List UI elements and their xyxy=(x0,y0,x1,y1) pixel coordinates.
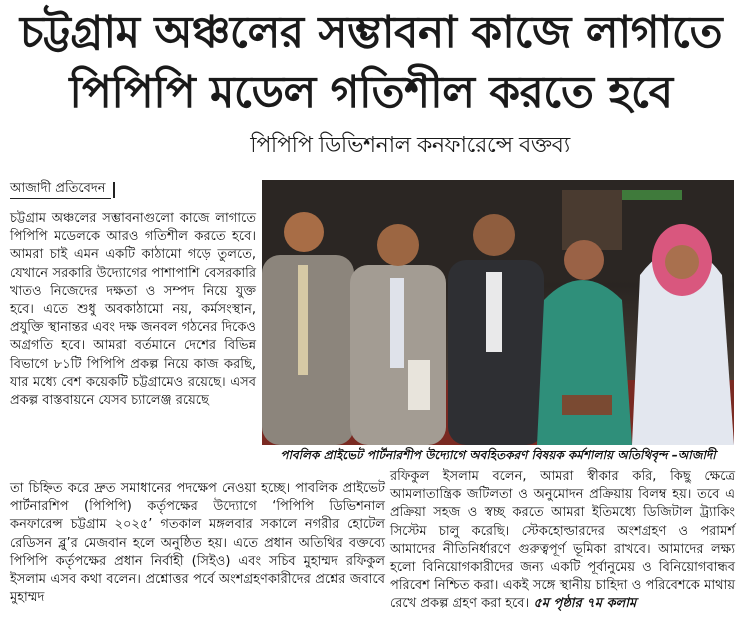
article-paragraph: তা চিহ্নিত করে দ্রুত সমাধানের পদক্ষেপ নেওয়া হচ্ছে। পাবলিক প্রাইভেট পার্টনারশিপ (পিপিপি) কর্তৃপক্ষের উদ্যোগে ‘পিপিপি ডিভিশনাল কনফারেন্স চট্টগ্রাম ২০২৫’ গতকাল মঙ্গলবার সকালে নগরীর হোটেল রেডিসন ব্লু’র মেজবান হলে অনুষ্ঠিত হয়। এতে প্রধান অতিথির বক্তব্যে পিপিপি কর্তৃপক্ষের প্রধান নির্বাহী (সিইও) এবং সচিব মুহাম্মদ রফিকুল ইসলাম এসব কথা বলেন। প্রশ্নোত্তর পর্বে অংশগ্রহণকারীদের প্রশ্নের জবাবে মুহাম্মদ xyxy=(10,481,385,606)
continuation-note: ৫ম পৃষ্ঠার ৭ম কলাম xyxy=(533,596,637,612)
photo-caption: পাবলিক প্রাইভেট পার্টনারশীপ উদ্যোগে অবহিতকরণ বিষয়ক কর্মশালায় অতিথিবৃন্দ –আজাদী xyxy=(280,448,716,462)
news-photo xyxy=(262,180,734,445)
byline: আজাদী প্রতিবেদন xyxy=(10,180,111,199)
article-text: রফিকুল ইসলাম বলেন, আমরা স্বীকার করি, কিছু ক্ষেত্রে আমলাতান্ত্রিক জটিলতা ও অনুমোদন প্রক্রিয়ায় বিলম্ব হয়। তবে এ প্রক্রিয়া সহজ ও স্বচ্ছ করতে আমরা ইতিমধ্যে ডিজিটাল ট্র্যাকিং সিস্টেম চালু করেছি। স্টেকহোল্ডারদের অংশগ্রহণ ও পরামর্শ আমাদের নীতিনির্ধারণে গুরুত্বপূর্ণ ভূমিকা রাখবে। আমাদের লক্ষ্য হলো বিনিয়োগকারীদের জন্য একটি পূর্বানুমেয় ও বিনিয়োগবান্ধব পরিবেশ নিশ্চিত করা। একই সঙ্গে স্থানীয় চাহিদা ও পরিবেশকে মাথায় রেখে প্রকল্প গ্রহণ করা হবে। xyxy=(390,469,735,612)
article-full-column xyxy=(10,480,385,607)
article-right-column xyxy=(390,468,735,614)
photo-illustration xyxy=(262,180,734,445)
headline-line-2: পিপিপি মডেল গতিশীল করতে হবে xyxy=(69,67,673,118)
headline-line-1: চট্টগ্রাম অঞ্চলের সম্ভাবনা কাজে লাগাতে xyxy=(19,7,723,58)
subheadline: পিপিপি ডিভিশনাল কনফারেন্সে বক্তব্য xyxy=(250,133,570,158)
article-paragraph: চট্টগ্রাম অঞ্চলের সম্ভাবনাগুলো কাজে লাগাতে পিপিপি মডেলকে আরও গতিশীল করতে হবে। আমরা চাই এমন একটি কাঠামো গড়ে তুলতে, যেখানে সরকারি উদ্যোগের পাশাপাশি বেসরকারি খাতও নিজেদের দক্ষতা ও সম্পদ নিয়ে যুক্ত হবে। এতে শুধু অবকাঠামো নয়, কর্মসংস্থান, প্রযুক্তি স্থানান্তর এবং দক্ষ জনবল গঠনের দিকেও অগ্রগতি হবে। আমরা বর্তমানে দেশের বিভিন্ন বিভাগে ৮১টি পিপিপি প্রকল্প নিয়ে কাজ করছি, যার মধ্যে বেশ কয়েকটি চট্টগ্রামেও রয়েছে। এসব প্রকল্প বাস্তবায়নে যেসব চ্যালেঞ্জ রয়েছে xyxy=(10,211,256,409)
article-paragraph xyxy=(390,468,735,614)
article-left-column xyxy=(10,210,256,410)
